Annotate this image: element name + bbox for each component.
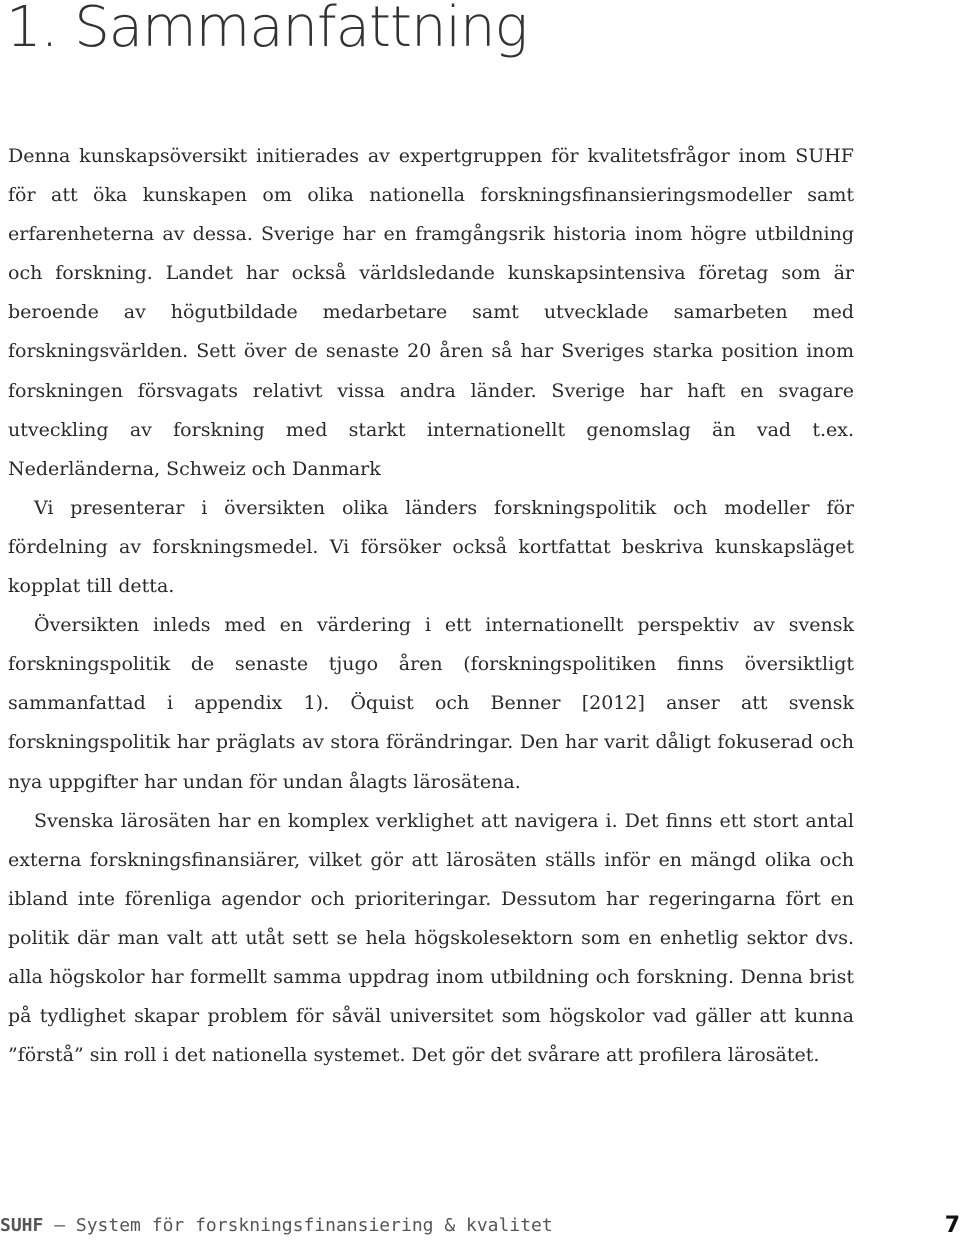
paragraph-2: Vi presenterar i översikten olika länders forskningspolitik och modeller för fördelning av forskningsmedel. Vi försöker också kortfattat beskriva kunskapsläget kopplat till detta. <box>8 496 854 598</box>
paragraph-4: Svenska lärosäten har en komplex verklighet att navigera i. Det finns ett stort antal externa forskningsfinansiärer, vilket gör att lärosäten ställs inför en mängd olika och ibland inte förenliga agendor och prioriteringar. Dessutom har regeringarna fört en politik där man valt att utåt sett se hela högskolesektorn som en enhetlig sektor dvs. alla högskolor har formellt samma uppdrag inom utbildning och forskning. Denna brist på tydlighet skapar problem för såväl universitet som högskolor vad gäller att kunna ”förstå” sin roll i det nationella systemet. Det gör det svårare att profilera lärosätet. <box>8 809 854 1067</box>
paragraph-3: Översikten inleds med en värdering i ett internationellt perspektiv av svensk forskningspolitik de senaste tjugo åren (forskningspolitiken finns översiktligt sammanfattad i appendix 1). Öquist och Benner [2012] anser att svensk forskningspolitik har präglats av stora förändringar. Den har varit dåligt fokuserad och nya uppgifter har undan för undan ålagts lärosätena. <box>8 614 854 793</box>
paragraph-1: Denna kunskapsöversikt initierades av expertgruppen för kvalitetsfrågor inom SUHF för att öka kunskapen om olika nationella forskningsfinansieringsmodeller samt erfarenheterna av dessa. Sverige har en framgångsrik historia inom högre utbildning och forskning. Landet har också världsledande kunskapsintensiva företag som är beroende av högutbildade medarbetare samt utvecklade samarbeten med forskningsvärlden. Sett över de senaste 20 åren så har Sveriges starka position inom forskningen försvagats relativt vissa andra länder. Sverige har haft en svagare utveckling av forskning med starkt internationellt genomslag än vad t.ex. Nederländerna, Schweiz och Danmark <box>8 145 854 480</box>
footer-subtitle: System för forskningsfinansiering & kvalitet <box>75 1215 553 1236</box>
footer-separator: – <box>43 1215 76 1236</box>
footer-brand: SUHF <box>0 1215 44 1236</box>
page-number: 7 <box>944 1213 960 1238</box>
body-text <box>8 137 854 1075</box>
chapter-title: 1. Sammanfattning <box>6 0 528 60</box>
page-footer <box>0 1213 960 1243</box>
footer-running-title <box>0 1215 553 1236</box>
